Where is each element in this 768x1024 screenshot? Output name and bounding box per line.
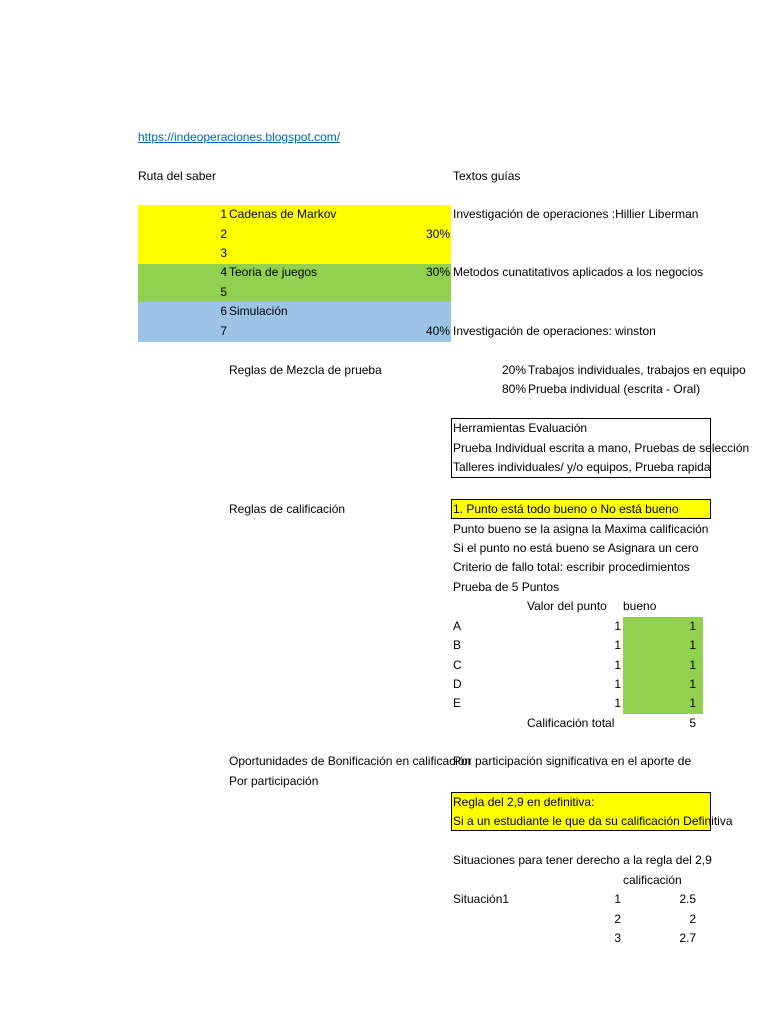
punto-letter: C <box>453 658 462 672</box>
mezcla-label: Reglas de Mezcla de prueba <box>229 363 382 377</box>
mezcla-text: Trabajos individuales, trabajos en equipo <box>528 363 746 377</box>
total-value: 5 <box>689 716 696 730</box>
bonificacion-label-cell <box>229 753 472 771</box>
ruta-num: 2 <box>220 227 227 241</box>
ruta-num: 1 <box>220 207 227 221</box>
situacion-val: 2 <box>689 912 696 926</box>
bonificacion-label2: Por participación <box>229 774 319 788</box>
calificacion-line: Punto bueno se la asigna la Maxima calificación <box>453 522 709 536</box>
ruta-num: 3 <box>220 246 227 260</box>
calificacion-line: Criterio de fallo total: escribir procedimientos <box>453 560 690 574</box>
punto-valor: 1 <box>614 658 621 672</box>
regla29-title: Regla del 2,9 en definitiva: <box>453 795 595 809</box>
ruta-pct: 30% <box>425 265 450 279</box>
textos-label: Textos guías <box>453 169 521 183</box>
calificacion-line: Prueba de 5 Puntos <box>453 580 560 594</box>
situacion-num: 1 <box>614 892 621 906</box>
situacion-num: 3 <box>614 931 621 945</box>
ruta-num: 6 <box>220 304 227 318</box>
ruta-item-label: Teoria de juegos <box>229 265 318 279</box>
total-label: Calificación total <box>527 716 615 730</box>
calificacion-highlight: 1. Punto está todo bueno o No está bueno <box>453 502 679 516</box>
ruta-num: 4 <box>220 265 227 279</box>
regla29-text: Si a un estudiante le que da su calificación Definitiva <box>453 814 733 828</box>
situacion-num: 2 <box>614 912 621 926</box>
punto-valor: 1 <box>614 619 621 633</box>
mezcla-text: Prueba individual (escrita - Oral) <box>528 382 701 396</box>
calificacion-label: Reglas de calificación <box>229 502 346 516</box>
blog-link[interactable]: https://indeoperaciones.blogspot.com/ <box>138 130 341 144</box>
texto-guia: Investigación de operaciones :Hillier Liberman <box>453 207 699 221</box>
situaciones-col-header: calificación <box>623 873 682 887</box>
punto-bueno: 1 <box>689 638 696 652</box>
punto-letter: B <box>453 638 462 652</box>
punto-valor: 1 <box>614 696 621 710</box>
herramientas-title: Herramientas Evaluación <box>453 421 588 435</box>
punto-bueno: 1 <box>689 677 696 691</box>
texto-guia: Investigación de operaciones: winston <box>453 324 656 338</box>
ruta-item-label: Cadenas de Markov <box>229 207 337 221</box>
situacion-label: Situación1 <box>453 892 510 906</box>
punto-letter: D <box>453 677 462 691</box>
calificacion-line: Si el punto no está bueno se Asignara un cero <box>453 541 699 555</box>
punto-valor: 1 <box>614 677 621 691</box>
ruta-item-label: Simulación <box>229 304 288 318</box>
herramientas-line: Prueba Individual escrita a mano, Pruebas de selección <box>453 441 750 455</box>
ruta-label: Ruta del saber <box>138 169 217 183</box>
mezcla-pct: 20% <box>501 363 526 377</box>
situacion-val: 2.7 <box>679 931 696 945</box>
col-bueno-header: bueno <box>623 599 657 613</box>
punto-bueno: 1 <box>689 696 696 710</box>
col-valor-header: Valor del punto <box>527 599 607 613</box>
bonificacion-label: Oportunidades de Bonificación en calificación <box>229 754 472 768</box>
mezcla-pct: 80% <box>501 382 526 396</box>
punto-bueno: 1 <box>689 658 696 672</box>
punto-letter: E <box>453 696 462 710</box>
punto-valor: 1 <box>614 638 621 652</box>
situaciones-title: Situaciones para tener derecho a la regla del 2,9 <box>453 853 712 867</box>
herramientas-line: Talleres individuales/ y/o equipos, Prueba rapida <box>453 460 711 474</box>
situacion-val: 2.5 <box>679 892 696 906</box>
ruta-pct: 30% <box>425 227 450 241</box>
ruta-num: 5 <box>220 285 227 299</box>
ruta-num: 7 <box>220 324 227 338</box>
ruta-pct: 40% <box>425 324 450 338</box>
bonificacion-text: Por participación significativa en el aporte de <box>453 754 692 768</box>
punto-letter: A <box>453 619 462 633</box>
texto-guia: Metodos cunatitativos aplicados a los negocios <box>453 265 704 279</box>
punto-bueno: 1 <box>689 619 696 633</box>
